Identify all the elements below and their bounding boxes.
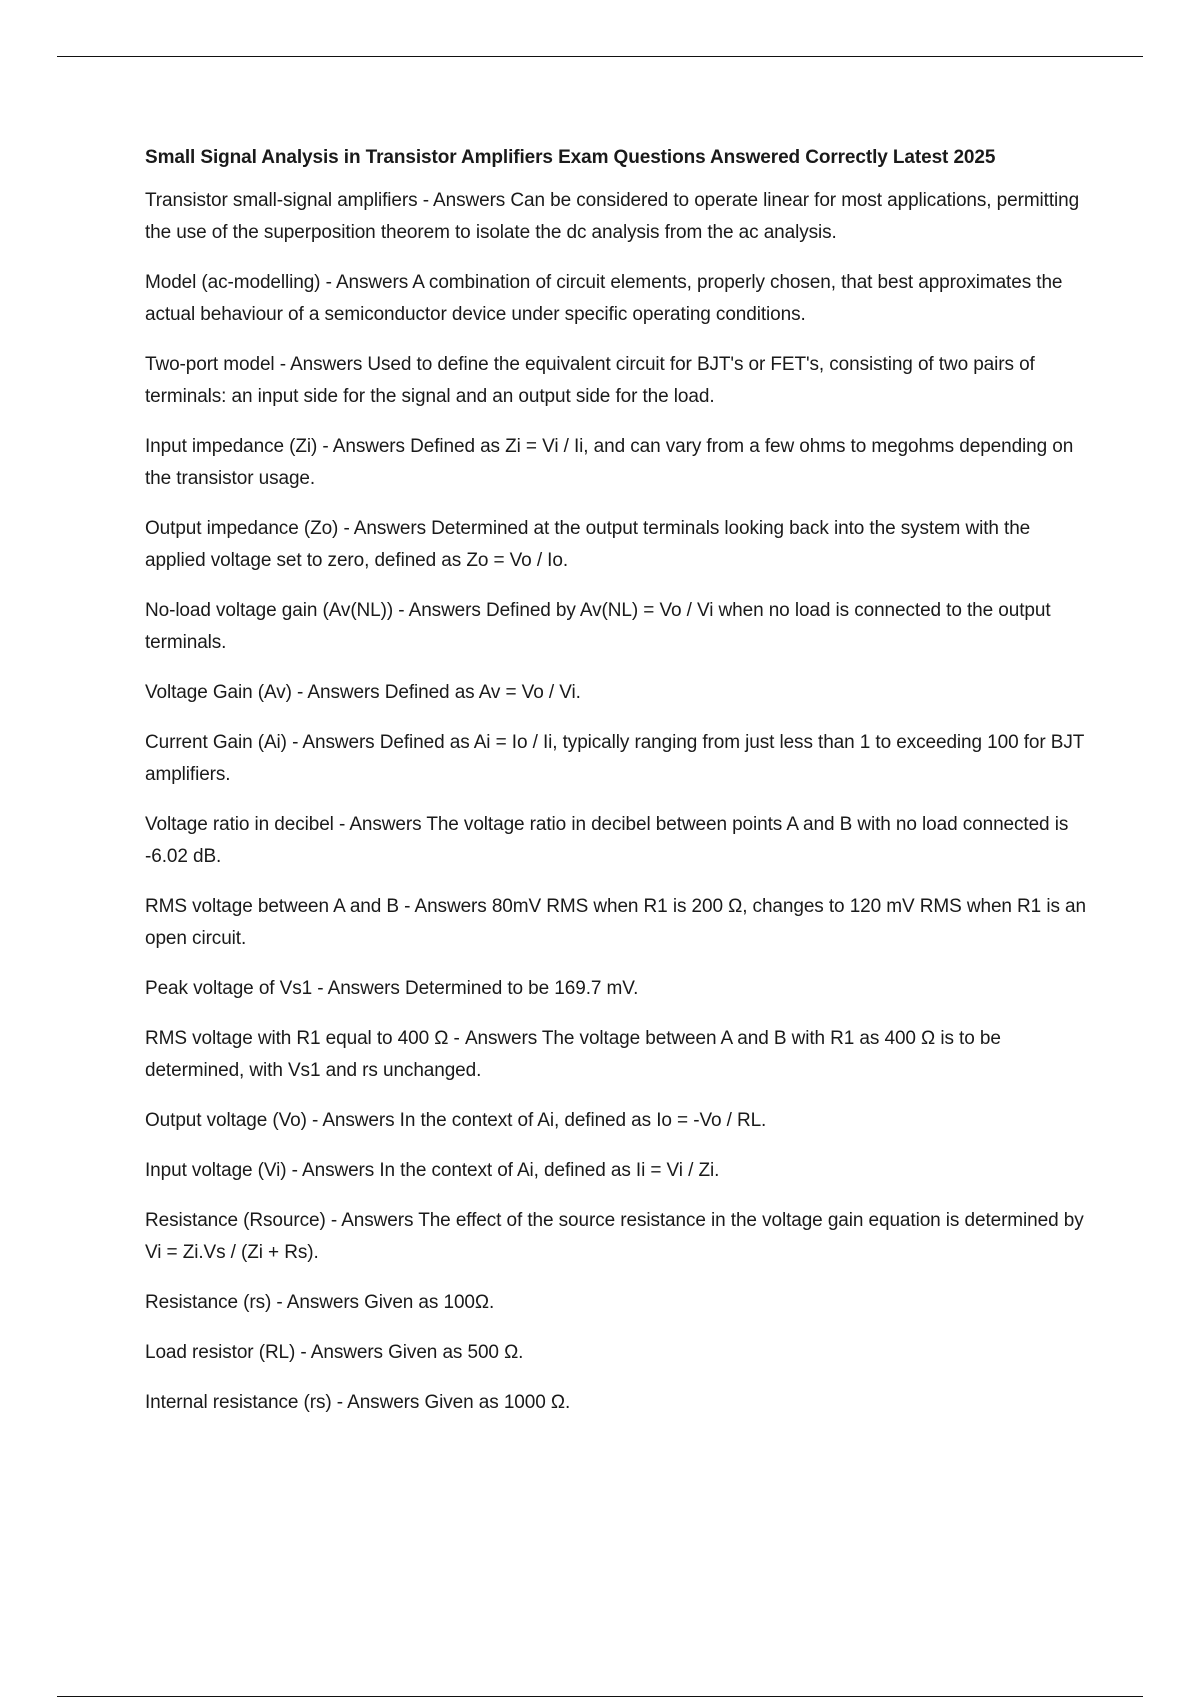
qa-item: Internal resistance (rs) - Answers Given as 1000 Ω. — [145, 1392, 571, 1413]
document-body — [145, 143, 1090, 1437]
qa-item: Output impedance (Zo) - Answers Determined at the output terminals looking back into the system with the applied voltage set to zero, defined as Zo = Vo / Io. — [145, 518, 1031, 571]
qa-item: RMS voltage between A and B - Answers 80mV RMS when R1 is 200 Ω, changes to 120 mV RMS when R1 is an open circuit. — [145, 896, 1086, 949]
qa-item: Resistance (rs) - Answers Given as 100Ω. — [145, 1292, 495, 1313]
qa-item: Current Gain (Ai) - Answers Defined as Ai = Io / Ii, typically ranging from just less than 1 to exceeding 100 for BJT amplifiers. — [145, 732, 1084, 785]
footer-rule — [57, 1696, 1143, 1697]
header-rule — [57, 56, 1143, 57]
document-title: Small Signal Analysis in Transistor Amplifiers Exam Questions Answered Correctly Latest 2025 — [145, 147, 996, 168]
qa-item: Transistor small-signal amplifiers - Answers Can be considered to operate linear for most applications, permitting the use of the superposition theorem to isolate the dc analysis from the ac analysis. — [145, 190, 1080, 243]
qa-item: Load resistor (RL) - Answers Given as 500 Ω. — [145, 1342, 524, 1363]
qa-item: Model (ac-modelling) - Answers A combination of circuit elements, properly chosen, that best approximates the actual behaviour of a semiconductor device under specific operating conditions. — [145, 272, 1063, 325]
qa-item: No-load voltage gain (Av(NL)) - Answers Defined by Av(NL) = Vo / Vi when no load is connected to the output terminals. — [145, 600, 1051, 653]
qa-item: Two-port model - Answers Used to define the equivalent circuit for BJT's or FET's, consisting of two pairs of terminals: an input side for the signal and an output side for the load. — [145, 354, 1035, 407]
qa-list — [145, 185, 1090, 1419]
qa-item: Voltage ratio in decibel - Answers The voltage ratio in decibel between points A and B with no load connected is -6.02 dB. — [145, 814, 1069, 867]
qa-item: Output voltage (Vo) - Answers In the context of Ai, defined as Io = -Vo / RL. — [145, 1110, 767, 1131]
qa-item: Input voltage (Vi) - Answers In the context of Ai, defined as Ii = Vi / Zi. — [145, 1160, 720, 1181]
qa-item: Resistance (Rsource) - Answers The effect of the source resistance in the voltage gain equation is determined by Vi = Zi.Vs / (Zi + Rs). — [145, 1210, 1084, 1263]
qa-item: Input impedance (Zi) - Answers Defined as Zi = Vi / Ii, and can vary from a few ohms to megohms depending on the transistor usage. — [145, 436, 1074, 489]
qa-item: Peak voltage of Vs1 - Answers Determined to be 169.7 mV. — [145, 978, 639, 999]
qa-item: Voltage Gain (Av) - Answers Defined as Av = Vo / Vi. — [145, 682, 581, 703]
qa-item: RMS voltage with R1 equal to 400 Ω - Answers The voltage between A and B with R1 as 400 Ω is to be determined, with Vs1 and rs unchanged. — [145, 1028, 1001, 1081]
